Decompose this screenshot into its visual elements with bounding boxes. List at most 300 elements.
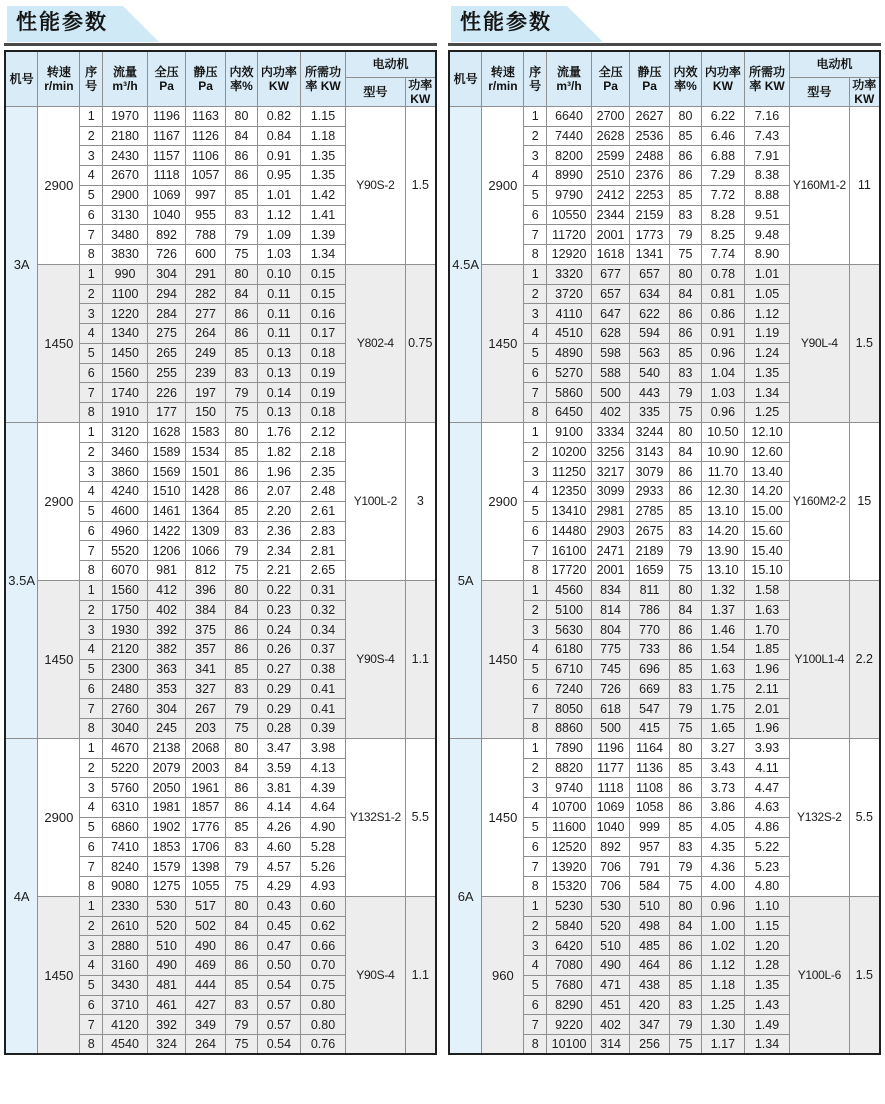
static-pressure-cell: 733 [630, 640, 670, 660]
efficiency-cell: 86 [226, 146, 258, 166]
static-pressure-cell: 1706 [186, 837, 226, 857]
seq-cell: 8 [80, 877, 103, 897]
internal-power-cell: 1.65 [701, 719, 744, 739]
motor-model-cell: Y132S1-2 [346, 738, 406, 896]
total-pressure-cell: 304 [148, 699, 186, 719]
internal-power-cell: 4.00 [701, 877, 744, 897]
col-header-total-pressure-line1: 全压 [598, 64, 623, 79]
required-power-cell: 14.20 [744, 482, 789, 502]
internal-power-cell: 2.34 [257, 541, 300, 561]
internal-power-cell: 0.45 [257, 916, 300, 936]
flow-cell: 5100 [546, 600, 591, 620]
flow-cell: 4110 [546, 304, 591, 324]
internal-power-cell: 2.20 [257, 501, 300, 521]
static-pressure-cell: 2536 [630, 126, 670, 146]
static-pressure-cell: 150 [186, 403, 226, 423]
internal-power-cell: 0.96 [701, 403, 744, 423]
internal-power-cell: 0.91 [701, 324, 744, 344]
internal-power-cell: 0.10 [257, 264, 300, 284]
col-header-required-power-line1: 所需功 [305, 64, 342, 79]
flow-cell: 3720 [546, 284, 591, 304]
required-power-cell: 1.35 [300, 166, 345, 186]
seq-cell: 7 [80, 699, 103, 719]
speed-cell: 1450 [38, 896, 80, 1054]
internal-power-cell: 1.12 [701, 956, 744, 976]
static-pressure-cell: 485 [630, 936, 670, 956]
efficiency-cell: 86 [226, 778, 258, 798]
required-power-cell: 1.85 [744, 640, 789, 660]
static-pressure-cell: 264 [186, 1035, 226, 1055]
motor-model-cell: Y90S-2 [346, 106, 406, 264]
static-pressure-cell: 696 [630, 659, 670, 679]
static-pressure-cell: 1341 [630, 245, 670, 265]
flow-cell: 16100 [546, 541, 591, 561]
internal-power-cell: 13.10 [701, 561, 744, 581]
static-pressure-cell: 999 [630, 817, 670, 837]
required-power-cell: 1.15 [744, 916, 789, 936]
static-pressure-cell: 249 [186, 343, 226, 363]
internal-power-cell: 7.72 [701, 185, 744, 205]
flow-cell: 4120 [102, 1015, 147, 1035]
col-header-static-pressure-line2: Pa [642, 78, 657, 93]
static-pressure-cell: 2189 [630, 541, 670, 561]
col-header-seq-line2: 号 [85, 78, 98, 93]
efficiency-cell: 85 [670, 659, 702, 679]
col-header-static-pressure [186, 51, 226, 106]
efficiency-cell: 80 [226, 264, 258, 284]
seq-cell: 5 [80, 501, 103, 521]
efficiency-cell: 86 [670, 462, 702, 482]
total-pressure-cell: 834 [592, 580, 630, 600]
performance-table-left [4, 50, 437, 1055]
efficiency-cell: 80 [226, 738, 258, 758]
efficiency-cell: 85 [670, 975, 702, 995]
seq-cell: 2 [80, 442, 103, 462]
internal-power-cell: 4.57 [257, 857, 300, 877]
col-header-flow-line2: m³/h [556, 78, 582, 93]
flow-cell: 1750 [102, 600, 147, 620]
flow-cell: 3430 [102, 975, 147, 995]
required-power-cell: 7.91 [744, 146, 789, 166]
table-row [449, 422, 880, 442]
total-pressure-cell: 1628 [148, 422, 186, 442]
internal-power-cell: 0.78 [701, 264, 744, 284]
seq-cell: 7 [524, 541, 547, 561]
col-header-motor-model: 型号 [790, 77, 850, 106]
static-pressure-cell: 1659 [630, 561, 670, 581]
required-power-cell: 1.15 [300, 106, 345, 126]
internal-power-cell: 0.57 [257, 995, 300, 1015]
internal-power-cell: 3.27 [701, 738, 744, 758]
seq-cell: 4 [80, 798, 103, 818]
efficiency-cell: 86 [226, 798, 258, 818]
total-pressure-cell: 628 [592, 324, 630, 344]
efficiency-cell: 79 [226, 857, 258, 877]
efficiency-cell: 84 [226, 600, 258, 620]
total-pressure-cell: 402 [592, 1015, 630, 1035]
seq-cell: 4 [524, 956, 547, 976]
col-header-seq-line1: 序 [529, 64, 542, 79]
static-pressure-cell: 1066 [186, 541, 226, 561]
col-header-efficiency [226, 51, 258, 106]
flow-cell: 12920 [546, 245, 591, 265]
required-power-cell: 1.70 [744, 620, 789, 640]
required-power-cell: 8.90 [744, 245, 789, 265]
total-pressure-cell: 471 [592, 975, 630, 995]
efficiency-cell: 80 [670, 264, 702, 284]
efficiency-cell: 75 [670, 403, 702, 423]
total-pressure-cell: 255 [148, 363, 186, 383]
static-pressure-cell: 1058 [630, 798, 670, 818]
col-header-motor: 电动机 [346, 51, 436, 77]
total-pressure-cell: 1569 [148, 462, 186, 482]
total-pressure-cell: 510 [148, 936, 186, 956]
internal-power-cell: 1.37 [701, 600, 744, 620]
static-pressure-cell: 444 [186, 975, 226, 995]
internal-power-cell: 1.03 [701, 383, 744, 403]
flow-cell: 9080 [102, 877, 147, 897]
efficiency-cell: 86 [670, 304, 702, 324]
speed-cell: 1450 [482, 264, 524, 422]
internal-power-cell: 1.17 [701, 1035, 744, 1055]
static-pressure-cell: 384 [186, 600, 226, 620]
internal-power-cell: 0.13 [257, 403, 300, 423]
required-power-cell: 1.41 [300, 205, 345, 225]
machine-no-cell: 4.5A [449, 106, 482, 422]
seq-cell: 3 [524, 304, 547, 324]
flow-cell: 1450 [102, 343, 147, 363]
flow-cell: 5860 [546, 383, 591, 403]
internal-power-cell: 0.43 [257, 896, 300, 916]
static-pressure-cell: 197 [186, 383, 226, 403]
flow-cell: 8290 [546, 995, 591, 1015]
internal-power-cell: 1.30 [701, 1015, 744, 1035]
total-pressure-cell: 2001 [592, 561, 630, 581]
flow-cell: 3120 [102, 422, 147, 442]
required-power-cell: 5.26 [300, 857, 345, 877]
static-pressure-cell: 2253 [630, 185, 670, 205]
col-header-total-pressure-line2: Pa [159, 78, 174, 93]
static-pressure-cell: 277 [186, 304, 226, 324]
total-pressure-cell: 490 [592, 956, 630, 976]
internal-power-cell: 0.96 [701, 896, 744, 916]
internal-power-cell: 8.28 [701, 205, 744, 225]
total-pressure-cell: 275 [148, 324, 186, 344]
efficiency-cell: 85 [226, 501, 258, 521]
internal-power-cell: 0.29 [257, 679, 300, 699]
internal-power-cell: 0.27 [257, 659, 300, 679]
total-pressure-cell: 1177 [592, 758, 630, 778]
total-pressure-cell: 1275 [148, 877, 186, 897]
seq-cell: 1 [80, 264, 103, 284]
flow-cell: 5520 [102, 541, 147, 561]
flow-cell: 6180 [546, 640, 591, 660]
total-pressure-cell: 226 [148, 383, 186, 403]
total-pressure-cell: 412 [148, 580, 186, 600]
required-power-cell: 0.76 [300, 1035, 345, 1055]
performance-table [4, 50, 437, 1055]
efficiency-cell: 84 [226, 126, 258, 146]
flow-cell: 13410 [546, 501, 591, 521]
motor-model-cell: Y90S-4 [346, 896, 406, 1054]
title-rule [448, 43, 881, 46]
static-pressure-cell: 2068 [186, 738, 226, 758]
seq-cell: 8 [80, 561, 103, 581]
required-power-cell: 0.41 [300, 699, 345, 719]
flow-cell: 7240 [546, 679, 591, 699]
efficiency-cell: 80 [226, 422, 258, 442]
static-pressure-cell: 1776 [186, 817, 226, 837]
flow-cell: 15320 [546, 877, 591, 897]
required-power-cell: 4.64 [300, 798, 345, 818]
flow-cell: 5840 [546, 916, 591, 936]
seq-cell: 4 [80, 324, 103, 344]
internal-power-cell: 1.82 [257, 442, 300, 462]
required-power-cell: 1.12 [744, 304, 789, 324]
internal-power-cell: 3.47 [257, 738, 300, 758]
total-pressure-cell: 618 [592, 699, 630, 719]
efficiency-cell: 83 [670, 679, 702, 699]
col-header-total-pressure-line1: 全压 [154, 64, 179, 79]
static-pressure-cell: 335 [630, 403, 670, 423]
efficiency-cell: 84 [670, 284, 702, 304]
efficiency-cell: 80 [226, 580, 258, 600]
required-power-cell: 0.70 [300, 956, 345, 976]
total-pressure-cell: 451 [592, 995, 630, 1015]
internal-power-cell: 0.28 [257, 719, 300, 739]
efficiency-cell: 79 [226, 1015, 258, 1035]
static-pressure-cell: 427 [186, 995, 226, 1015]
flow-cell: 4600 [102, 501, 147, 521]
total-pressure-cell: 392 [148, 1015, 186, 1035]
total-pressure-cell: 520 [592, 916, 630, 936]
flow-cell: 10700 [546, 798, 591, 818]
efficiency-cell: 79 [670, 699, 702, 719]
efficiency-cell: 75 [670, 1035, 702, 1055]
flow-cell: 6420 [546, 936, 591, 956]
col-header-machine: 机号 [5, 51, 38, 106]
col-header-static-pressure-line1: 静压 [637, 64, 662, 79]
internal-power-cell: 0.13 [257, 363, 300, 383]
static-pressure-cell: 2159 [630, 205, 670, 225]
seq-cell: 4 [524, 482, 547, 502]
efficiency-cell: 83 [670, 995, 702, 1015]
total-pressure-cell: 2344 [592, 205, 630, 225]
internal-power-cell: 3.73 [701, 778, 744, 798]
total-pressure-cell: 745 [592, 659, 630, 679]
flow-cell: 6070 [102, 561, 147, 581]
required-power-cell: 1.96 [744, 719, 789, 739]
flow-cell: 10100 [546, 1035, 591, 1055]
flow-cell: 14480 [546, 521, 591, 541]
required-power-cell: 0.38 [300, 659, 345, 679]
static-pressure-cell: 1055 [186, 877, 226, 897]
title-rule [4, 43, 437, 46]
flow-cell: 9220 [546, 1015, 591, 1035]
motor-model-cell: Y100L-2 [346, 422, 406, 580]
performance-table-right [448, 50, 881, 1055]
seq-cell: 6 [524, 837, 547, 857]
total-pressure-cell: 3217 [592, 462, 630, 482]
motor-power-cell: 5.5 [405, 738, 436, 896]
seq-cell: 3 [524, 146, 547, 166]
total-pressure-cell: 500 [592, 383, 630, 403]
seq-cell: 1 [80, 896, 103, 916]
seq-cell: 8 [80, 1035, 103, 1055]
efficiency-cell: 86 [670, 798, 702, 818]
required-power-cell: 1.05 [744, 284, 789, 304]
seq-cell: 3 [80, 462, 103, 482]
seq-cell: 4 [524, 798, 547, 818]
motor-power-cell: 1.5 [405, 106, 436, 264]
efficiency-cell: 86 [226, 620, 258, 640]
total-pressure-cell: 1579 [148, 857, 186, 877]
efficiency-cell: 86 [670, 640, 702, 660]
col-header-motor-power-line2: KW [854, 91, 875, 106]
static-pressure-cell: 2488 [630, 146, 670, 166]
table-row [449, 106, 880, 126]
seq-cell: 5 [80, 343, 103, 363]
required-power-cell: 1.34 [744, 1035, 789, 1055]
seq-cell: 1 [524, 106, 547, 126]
seq-cell: 6 [80, 837, 103, 857]
total-pressure-cell: 1618 [592, 245, 630, 265]
static-pressure-cell: 1857 [186, 798, 226, 818]
internal-power-cell: 11.70 [701, 462, 744, 482]
flow-cell: 10550 [546, 205, 591, 225]
internal-power-cell: 0.26 [257, 640, 300, 660]
total-pressure-cell: 2628 [592, 126, 630, 146]
static-pressure-cell: 510 [630, 896, 670, 916]
efficiency-cell: 79 [226, 383, 258, 403]
required-power-cell: 1.35 [300, 146, 345, 166]
static-pressure-cell: 357 [186, 640, 226, 660]
seq-cell: 5 [80, 185, 103, 205]
total-pressure-cell: 3099 [592, 482, 630, 502]
flow-cell: 3460 [102, 442, 147, 462]
seq-cell: 2 [80, 916, 103, 936]
flow-cell: 6860 [102, 817, 147, 837]
internal-power-cell: 1.01 [257, 185, 300, 205]
internal-power-cell: 2.21 [257, 561, 300, 581]
total-pressure-cell: 1981 [148, 798, 186, 818]
flow-cell: 3860 [102, 462, 147, 482]
col-header-flow-line2: m³/h [112, 78, 138, 93]
speed-cell: 2900 [38, 738, 80, 896]
flow-cell: 4560 [546, 580, 591, 600]
total-pressure-cell: 530 [148, 896, 186, 916]
seq-cell: 7 [80, 1015, 103, 1035]
seq-cell: 4 [524, 640, 547, 660]
static-pressure-cell: 1398 [186, 857, 226, 877]
efficiency-cell: 79 [670, 541, 702, 561]
col-header-total-pressure [148, 51, 186, 106]
static-pressure-cell: 657 [630, 264, 670, 284]
internal-power-cell: 1.32 [701, 580, 744, 600]
static-pressure-cell: 1773 [630, 225, 670, 245]
flow-cell: 13920 [546, 857, 591, 877]
seq-cell: 1 [80, 106, 103, 126]
internal-power-cell: 4.14 [257, 798, 300, 818]
total-pressure-cell: 1069 [148, 185, 186, 205]
speed-cell: 2900 [482, 106, 524, 264]
static-pressure-cell: 2376 [630, 166, 670, 186]
efficiency-cell: 79 [670, 857, 702, 877]
flow-cell: 1220 [102, 304, 147, 324]
total-pressure-cell: 657 [592, 284, 630, 304]
seq-cell: 1 [524, 580, 547, 600]
efficiency-cell: 85 [670, 758, 702, 778]
flow-cell: 8990 [546, 166, 591, 186]
static-pressure-cell: 1364 [186, 501, 226, 521]
flow-cell: 2900 [102, 185, 147, 205]
page-title: 性能参数 [460, 11, 552, 34]
col-header-internal-power-line2: KW [712, 78, 733, 93]
col-header-efficiency-line2: 率% [230, 78, 253, 93]
efficiency-cell: 83 [226, 363, 258, 383]
efficiency-cell: 85 [226, 442, 258, 462]
required-power-cell: 2.18 [300, 442, 345, 462]
static-pressure-cell: 1534 [186, 442, 226, 462]
motor-model-cell: Y90L-4 [790, 264, 850, 422]
flow-cell: 4240 [102, 482, 147, 502]
internal-power-cell: 6.46 [701, 126, 744, 146]
internal-power-cell: 4.05 [701, 817, 744, 837]
required-power-cell: 1.43 [744, 995, 789, 1015]
required-power-cell: 9.51 [744, 205, 789, 225]
required-power-cell: 1.18 [300, 126, 345, 146]
required-power-cell: 5.23 [744, 857, 789, 877]
flow-cell: 3320 [546, 264, 591, 284]
flow-cell: 5220 [102, 758, 147, 778]
internal-power-cell: 4.35 [701, 837, 744, 857]
required-power-cell: 15.10 [744, 561, 789, 581]
seq-cell: 2 [524, 442, 547, 462]
internal-power-cell: 8.25 [701, 225, 744, 245]
col-header-motor-power-line2: KW [410, 91, 431, 106]
required-power-cell: 0.66 [300, 936, 345, 956]
flow-cell: 1340 [102, 324, 147, 344]
total-pressure-cell: 892 [592, 837, 630, 857]
flow-cell: 3160 [102, 956, 147, 976]
internal-power-cell: 0.81 [701, 284, 744, 304]
speed-cell: 1450 [482, 580, 524, 738]
static-pressure-cell: 791 [630, 857, 670, 877]
total-pressure-cell: 1040 [592, 817, 630, 837]
seq-cell: 3 [80, 936, 103, 956]
motor-power-cell: 1.5 [849, 264, 880, 422]
required-power-cell: 4.90 [300, 817, 345, 837]
internal-power-cell: 0.13 [257, 343, 300, 363]
total-pressure-cell: 726 [148, 245, 186, 265]
static-pressure-cell: 264 [186, 324, 226, 344]
required-power-cell: 1.35 [744, 975, 789, 995]
total-pressure-cell: 2050 [148, 778, 186, 798]
efficiency-cell: 80 [226, 106, 258, 126]
efficiency-cell: 79 [670, 1015, 702, 1035]
static-pressure-cell: 584 [630, 877, 670, 897]
flow-cell: 4670 [102, 738, 147, 758]
required-power-cell: 4.86 [744, 817, 789, 837]
motor-power-cell: 1.1 [405, 896, 436, 1054]
total-pressure-cell: 353 [148, 679, 186, 699]
machine-no-cell: 3A [5, 106, 38, 422]
internal-power-cell: 12.30 [701, 482, 744, 502]
efficiency-cell: 79 [226, 699, 258, 719]
total-pressure-cell: 500 [592, 719, 630, 739]
required-power-cell: 0.15 [300, 284, 345, 304]
seq-cell: 6 [80, 679, 103, 699]
